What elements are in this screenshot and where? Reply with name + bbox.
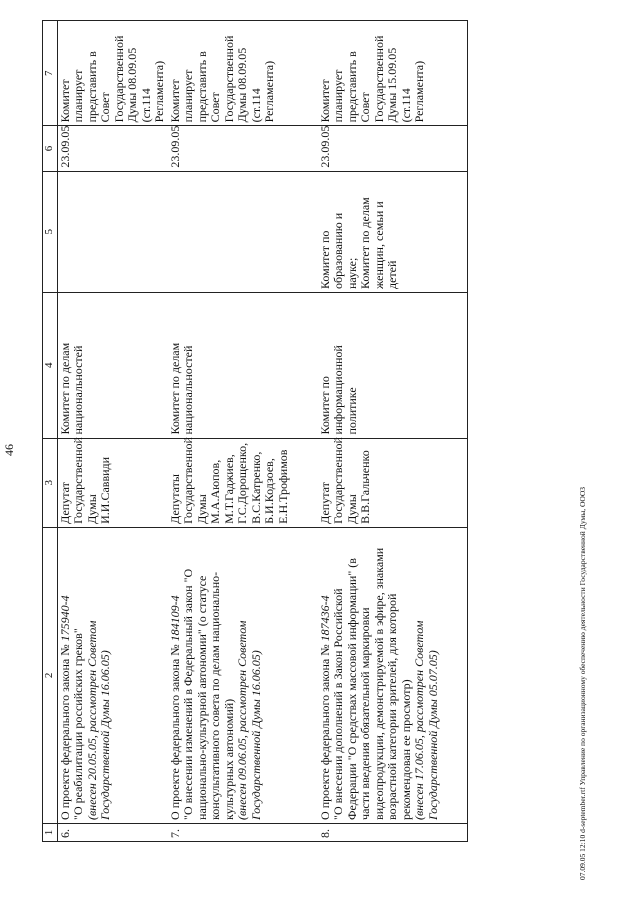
col-4-header: 4 [43, 293, 58, 439]
committee-line: национальностей [71, 345, 85, 435]
bill-cell [318, 527, 468, 823]
bill-title: "О внесении изменений в Федеральный закон "О национально-культурной автономии" (о статусе консультативного совета по делам национально-культурных автономий) [181, 568, 236, 820]
table-row [57, 21, 168, 842]
date-cell [168, 126, 318, 171]
remark-line: Думы 08.09.05 [235, 47, 249, 123]
column-number-header [43, 21, 58, 842]
committee-cell [168, 293, 318, 439]
initiator-line: В.В.Гальченко [358, 450, 372, 524]
bill-heading [319, 531, 333, 820]
remark-line: представить в Совет [344, 51, 372, 123]
bill-note: (внесен 17.06.05, рассмотрен Советом Государственной Думы 05.07.05) [412, 620, 440, 820]
table-body [57, 21, 468, 842]
deadline-date: 23.09.05 [57, 125, 72, 168]
bill-lead: О проекте федерального закона № [317, 641, 332, 820]
initiator-line: Б.И.Кодзоев, [262, 458, 276, 524]
co-committees-cell [318, 171, 468, 292]
deadline-date: 23.09.05 [167, 125, 182, 168]
date-cell [318, 126, 468, 171]
initiator-line: Думы [194, 494, 209, 524]
bill-number: 175940-4 [57, 595, 72, 642]
co-committees-cell [57, 171, 168, 292]
co-committee-line: женщин, семьи и [371, 201, 386, 290]
bill-cell [57, 527, 168, 823]
committee-line: Комитет по делам [167, 342, 182, 435]
initiator-line: Думы [344, 494, 359, 524]
bill-lead: О проекте федерального закона № [57, 641, 72, 820]
initiator-cell [168, 438, 318, 527]
table-row [168, 21, 318, 842]
initiator-line: В.С.Катренко, [248, 451, 263, 524]
remark-line: Комитет планирует [167, 69, 195, 123]
bill-note: (внесен 09.06.05, рассмотрен Советом Государственной Думы 16.06.05) [235, 620, 263, 820]
committee-line: национальностей [181, 345, 195, 435]
committee-cell [318, 293, 468, 439]
committee-line: информационной [331, 345, 345, 435]
initiator-line: Е.Н.Трофимов [275, 449, 290, 524]
remark-line: Думы 15.09.05 [385, 47, 399, 123]
initiator-cell [318, 438, 468, 527]
bill-lead: О проекте федерального закона № [167, 641, 182, 820]
remark-cell [168, 21, 318, 126]
bill-cell [168, 527, 318, 823]
remark-line: Государственной [111, 35, 126, 123]
remark-line: Думы 08.09.05 [125, 47, 139, 123]
remark-line: Комитет планирует [317, 69, 345, 123]
remark-line: представить в Совет [194, 51, 222, 123]
co-committee-line: образованию и [331, 212, 345, 290]
col-7-header: 7 [43, 21, 58, 126]
date-cell [57, 126, 168, 171]
initiator-line: М.Т.Гаджиев, [221, 454, 236, 524]
initiator-line: Г.С.Дорощенко, [235, 442, 249, 524]
col-5-header: 5 [43, 171, 58, 292]
remark-line: представить в Совет [84, 51, 112, 123]
footer-text: 07.09.05 12:10 d-september.rtf Управление по организационному обеспечению деятельности Государственной Думы, ООО3 [578, 487, 587, 880]
bill-number: 187436-4 [317, 595, 332, 642]
bill-heading [59, 531, 73, 820]
col-6-header: 6 [43, 126, 58, 171]
initiator-line: М.А.Аюпов, [208, 459, 222, 524]
rotated-document-page [0, 20, 600, 880]
initiator-line: Думы [84, 494, 99, 524]
remark-line: Комитет планирует [57, 69, 85, 123]
co-committee-line: детей [385, 260, 399, 290]
co-committee-line: Комитет по делам [358, 197, 372, 290]
committee-cell [57, 293, 168, 439]
initiator-line: Государственной [71, 437, 85, 524]
bill-title: "О внесении дополнений в Закон Российской Федерации "О средствах массовой информации" (в части введения обязательной маркировки видеопродукции, демонстрируемой в эфире, знаками возрастной категории зрителей, для которой рекомендован ее просмотр) [331, 547, 413, 820]
committee-line: Комитет по [317, 376, 332, 435]
remark-line: Государственной [371, 35, 386, 123]
bill-note: (внесен 20.05.05, рассмотрен Советом Государственной Думы 16.06.05) [84, 620, 112, 820]
bill-number: 184109-4 [167, 595, 182, 642]
row-number: 6. [57, 829, 72, 838]
initiator-cell [57, 438, 168, 527]
initiator-line: Депутаты [167, 474, 182, 524]
initiator-line: Депутат [317, 482, 332, 524]
row-number-cell [57, 823, 168, 841]
row-number-cell [318, 823, 468, 841]
row-number: 7. [167, 829, 182, 838]
remark-cell [57, 21, 168, 126]
deadline-date: 23.09.05 [317, 125, 332, 168]
col-1-header: 1 [43, 823, 58, 841]
row-number: 8. [317, 829, 332, 838]
table-row [318, 21, 468, 842]
committee-line: Комитет по делам [57, 342, 72, 435]
remark-line: Государственной [221, 35, 236, 123]
page-number: 46 [2, 444, 16, 456]
co-committee-line: науке; [344, 257, 359, 290]
col-2-header: 2 [43, 527, 58, 823]
initiator-line: Депутат [57, 482, 72, 524]
bill-heading [169, 531, 183, 820]
committee-line: политике [344, 387, 359, 435]
initiator-line: Государственной [181, 437, 195, 524]
remark-line: (ст.114 Регламента) [248, 60, 276, 123]
co-committee-line: Комитет по [317, 230, 332, 290]
initiator-line: Государственной [331, 437, 345, 524]
bills-table [42, 20, 468, 842]
remark-line: (ст.114 Регламента) [138, 60, 166, 123]
row-number-cell [168, 823, 318, 841]
bill-title: "О реабилитации российских греков" [71, 628, 85, 820]
remark-line: (ст.114 Регламента) [398, 60, 426, 123]
initiator-line: И.И.Саввиди [98, 456, 112, 524]
col-3-header: 3 [43, 438, 58, 527]
co-committees-cell [168, 171, 318, 292]
remark-cell [318, 21, 468, 126]
